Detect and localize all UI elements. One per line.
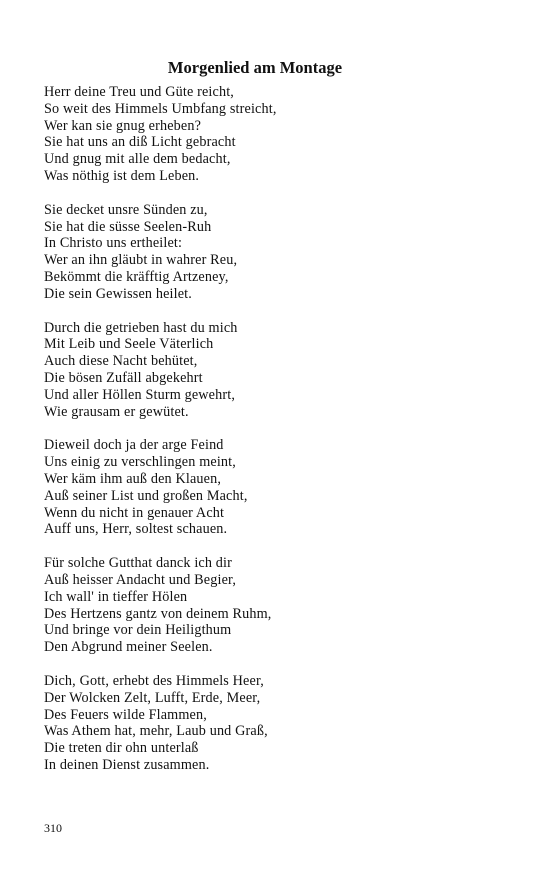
poem-line: Ich wall' in tieffer Hölen [44, 588, 188, 605]
poem-line: Dich, Gott, erhebt des Himmels Heer, [44, 672, 264, 689]
stanza-4 [44, 437, 504, 538]
poem-line: Auff uns, Herr, soltest schauen. [44, 521, 228, 538]
poem-line: Des Hertzens gantz von deinem Ruhm, [44, 605, 272, 622]
stanza-6 [44, 673, 504, 774]
poem-title: Morgenlied am Montage [167, 58, 343, 77]
poem-line: Und aller Höllen Sturm gewehrt, [44, 386, 236, 403]
poem-line: Und gnug mit alle dem bedacht, [44, 151, 231, 168]
poem-line: Die bösen Zufäll abgekehrt [44, 369, 203, 386]
poem-line: Den Abgrund meiner Seelen. [44, 639, 213, 656]
poem-line: Mit Leib und Seele Väterlich [44, 336, 214, 353]
poem-line: Des Feuers wilde Flammen, [44, 706, 207, 723]
page-number: 310 [44, 821, 62, 835]
poem-line: Durch die getrieben hast du mich [44, 319, 238, 336]
poem-line: Sie decket unsre Sünden zu, [44, 201, 208, 218]
poem-line: Was Athem hat, mehr, Laub und Graß, [44, 723, 268, 740]
poem-line: Herr deine Treu und Güte reicht, [44, 84, 234, 100]
poem-line: Sie hat uns an diß Licht gebracht [44, 134, 236, 151]
poem-line: Wie grausam er gewütet. [44, 403, 189, 420]
poem-line: Die sein Gewissen heilet. [44, 285, 192, 302]
poem-line: Dieweil doch ja der arge Feind [44, 437, 224, 454]
poem-line: Wenn du nicht in genauer Acht [44, 504, 225, 521]
poem-line: In deinen Dienst zusammen. [44, 756, 210, 773]
stanza-2 [44, 202, 504, 303]
poem-line: Und bringe vor dein Heiligthum [44, 622, 232, 639]
poem-line: Die treten dir ohn unterlaß [44, 740, 199, 757]
poem-line: Auß seiner List und großen Macht, [44, 487, 248, 504]
poem-line: Wer käm ihm auß den Klauen, [44, 470, 222, 487]
poem-line: In Christo uns ertheilet: [44, 235, 183, 252]
poem-line: Für solche Gutthat danck ich dir [44, 555, 233, 572]
poem-line: Wer kan sie gnug erheben? [44, 117, 202, 134]
poem-line: Uns einig zu verschlingen meint, [44, 454, 236, 471]
poem-line: Auß heisser Andacht und Begier, [44, 571, 237, 588]
poem-line: Sie hat die süsse Seelen-Ruh [44, 218, 212, 235]
poem-line: Bekömmt die kräfftig Artzeney, [44, 268, 229, 285]
poem-body [44, 84, 504, 791]
stanza-1 [44, 84, 504, 185]
poem-line: Wer an ihn gläubt in wahrer Reu, [44, 252, 238, 269]
stanza-5 [44, 555, 504, 656]
poem-line: Auch diese Nacht behütet, [44, 353, 198, 370]
stanza-3 [44, 320, 504, 421]
poem-line: Der Wolcken Zelt, Lufft, Erde, Meer, [44, 689, 261, 706]
poem-line: Was nöthig ist dem Leben. [44, 167, 200, 184]
poem-line: So weit des Himmels Umbfang streicht, [44, 100, 277, 117]
